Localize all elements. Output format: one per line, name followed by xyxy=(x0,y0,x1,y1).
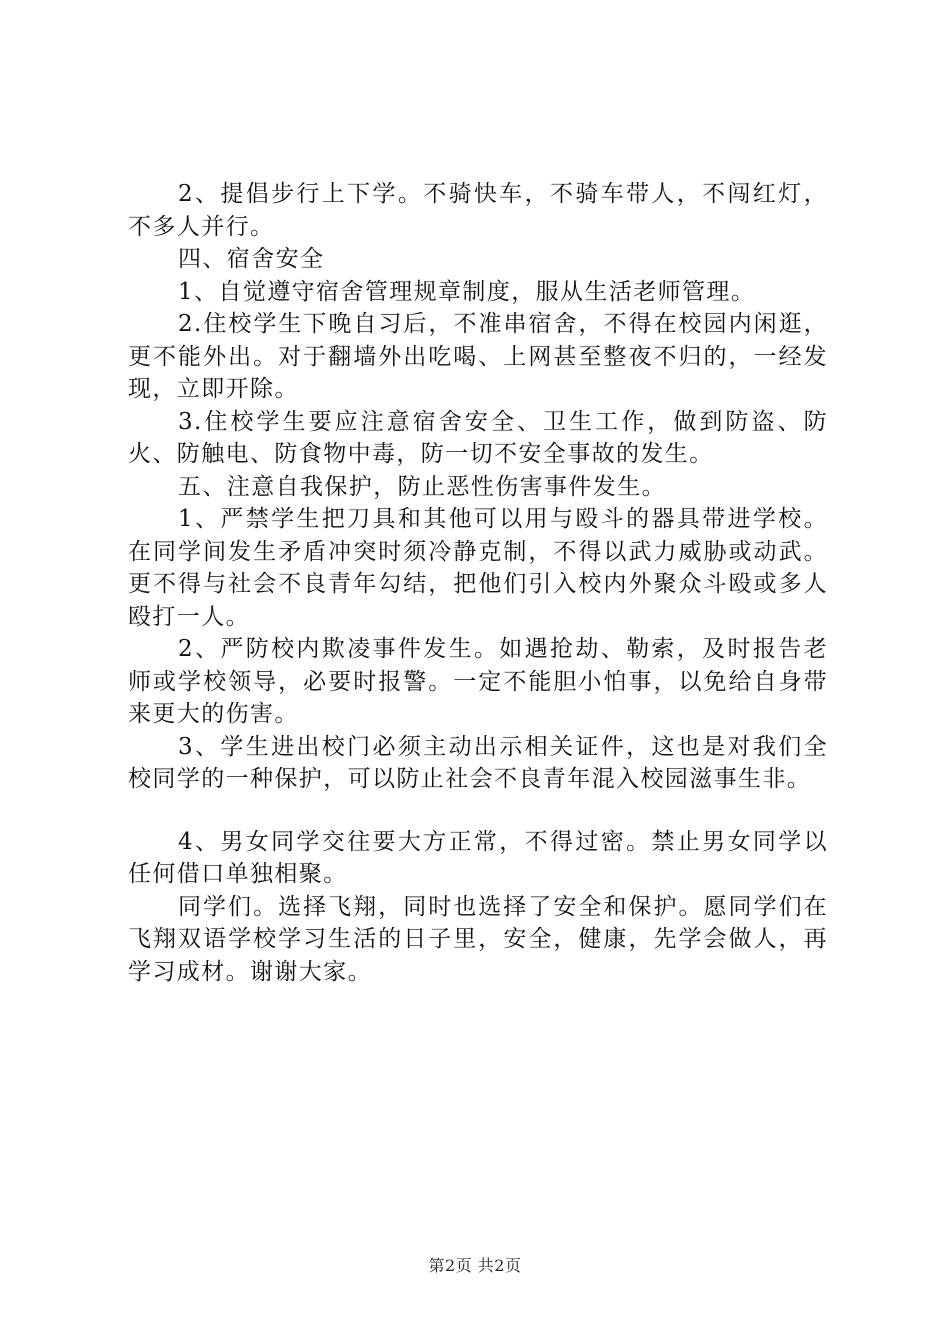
document-body xyxy=(128,178,828,988)
heading-self-protection: 五、注意自我保护，防止恶性伤害事件发生。 xyxy=(178,473,666,500)
paragraph-walking: 2、提倡步行上下学。不骑快车，不骑车带人，不闯红灯，不多人并行。 xyxy=(128,181,828,240)
heading-dormitory-safety: 四、宿舍安全 xyxy=(178,246,325,272)
paragraph-interaction: 4、男女同学交往要大方正常，不得过密。禁止男女同学以任何借口单独相聚。 xyxy=(128,828,828,887)
paragraph-spacer xyxy=(128,796,828,826)
paragraph-no-weapons: 1、严禁学生把刀具和其他可以用与殴斗的器具带进学校。在同学间发生矛盾冲突时须冷静克制，不得以武力威胁或动武。更不得与社会不良青年勾结，把他们引入校内外聚众斗殴或多人殴打一人。 xyxy=(128,506,828,630)
paragraph-dorm-hygiene: 3.住校学生要应注意宿舍安全、卫生工作，做到防盗、防火、防触电、防食物中毒，防一切不安全事故的发生。 xyxy=(128,408,828,467)
paragraph-dorm-rules: 1、自觉遵守宿舍管理规章制度，服从生活老师管理。 xyxy=(178,278,756,305)
page-footer: 第2页 共2页 xyxy=(428,1256,522,1275)
paragraph-dorm-night: 2.住校学生下晚自习后，不准串宿舍，不得在校园内闲逛，更不能外出。对于翻墙外出吃喝、上网甚至整夜不归的，一经发现，立即开除。 xyxy=(128,311,828,402)
paragraph-id-check: 3、学生进出校门必须主动出示相关证件，这也是对我们全校同学的一种保护，可以防止社会不良青年混入校园滋事生非。 xyxy=(128,733,828,792)
paragraph-closing: 同学们。选择飞翔，同时也选择了安全和保护。愿同学们在飞翔双语学校学习生活的日子里，安全，健康，先学会做人，再学习成材。谢谢大家。 xyxy=(128,893,828,985)
paragraph-anti-bullying: 2、严防校内欺凌事件发生。如遇抢劫、勒索，及时报告老师或学校领导，必要时报警。一定不能胆小怕事，以免给自身带来更大的伤害。 xyxy=(128,636,828,727)
